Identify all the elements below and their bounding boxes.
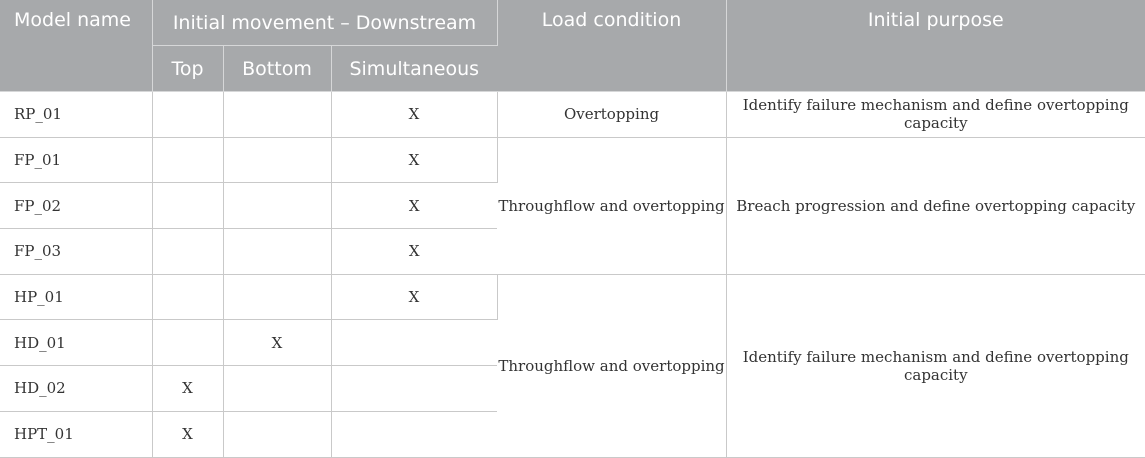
load-condition-cell: Throughflow and overtopping bbox=[497, 274, 726, 457]
simultaneous-cell: X bbox=[331, 229, 497, 275]
simultaneous-cell bbox=[331, 366, 497, 412]
model-cell: HP_01 bbox=[0, 274, 152, 320]
purpose-cell: Identify failure mechanism and define overtopping capacity bbox=[726, 274, 1145, 457]
table-row bbox=[0, 92, 1145, 138]
simultaneous-cell bbox=[331, 320, 497, 366]
header-model-name: Model name bbox=[0, 0, 152, 92]
model-cell: FP_03 bbox=[0, 229, 152, 275]
model-cell: HD_01 bbox=[0, 320, 152, 366]
simultaneous-cell: X bbox=[331, 92, 497, 138]
top-cell bbox=[152, 274, 223, 320]
load-condition-cell: Overtopping bbox=[497, 92, 726, 138]
model-cell: HD_02 bbox=[0, 366, 152, 412]
table-row bbox=[0, 274, 1145, 320]
bottom-cell bbox=[223, 411, 331, 457]
header-load-condition: Load condition bbox=[497, 0, 726, 92]
bottom-cell bbox=[223, 274, 331, 320]
top-cell bbox=[152, 229, 223, 275]
header-initial-movement: Initial movement – Downstream bbox=[152, 0, 497, 46]
top-cell bbox=[152, 183, 223, 229]
simultaneous-cell: X bbox=[331, 137, 497, 183]
model-cell: HPT_01 bbox=[0, 411, 152, 457]
simultaneous-cell: X bbox=[331, 274, 497, 320]
header-top: Top bbox=[152, 46, 223, 92]
bottom-cell bbox=[223, 92, 331, 138]
top-cell: X bbox=[152, 411, 223, 457]
top-cell bbox=[152, 92, 223, 138]
bottom-cell bbox=[223, 183, 331, 229]
model-cell: FP_01 bbox=[0, 137, 152, 183]
header-initial-purpose: Initial purpose bbox=[726, 0, 1145, 92]
simultaneous-cell bbox=[331, 411, 497, 457]
bottom-cell bbox=[223, 229, 331, 275]
table-row bbox=[0, 137, 1145, 183]
bottom-cell bbox=[223, 366, 331, 412]
top-cell: X bbox=[152, 366, 223, 412]
purpose-cell: Breach progression and define overtopping capacity bbox=[726, 137, 1145, 274]
model-cell: FP_02 bbox=[0, 183, 152, 229]
bottom-cell bbox=[223, 137, 331, 183]
header-bottom: Bottom bbox=[223, 46, 331, 92]
top-cell bbox=[152, 320, 223, 366]
model-cell: RP_01 bbox=[0, 92, 152, 138]
header-simultaneous: Simultaneous bbox=[331, 46, 497, 92]
load-condition-cell: Throughflow and overtopping bbox=[497, 137, 726, 274]
top-cell bbox=[152, 137, 223, 183]
bottom-cell: X bbox=[223, 320, 331, 366]
simultaneous-cell: X bbox=[331, 183, 497, 229]
purpose-cell: Identify failure mechanism and define overtopping capacity bbox=[726, 92, 1145, 138]
